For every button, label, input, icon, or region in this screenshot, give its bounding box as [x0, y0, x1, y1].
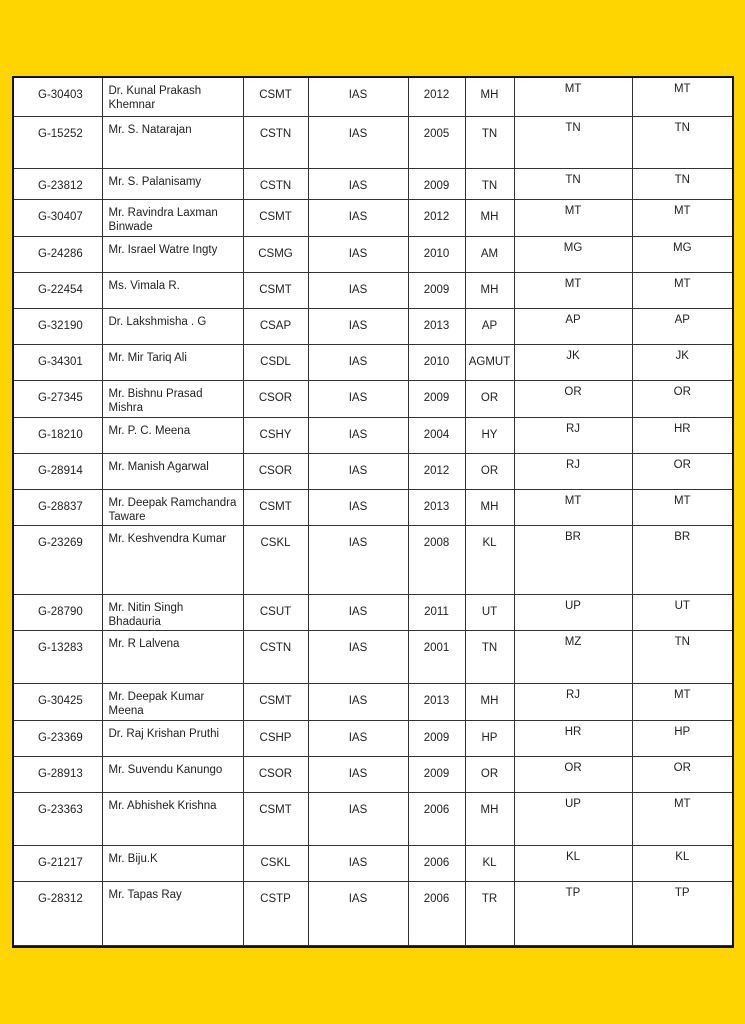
- cell-officer-name: Dr. Raj Krishan Pruthi: [102, 720, 243, 756]
- cell-state: AM: [465, 236, 514, 272]
- cell-code-b: MT: [632, 683, 732, 720]
- cell-cadre-code: CSOR: [243, 380, 308, 417]
- cell-code-b: MT: [632, 78, 732, 116]
- cell-code-a: JK: [514, 344, 632, 380]
- cell-reference-id: G-28913: [14, 756, 102, 792]
- table-row: [14, 525, 732, 594]
- cell-officer-name: Mr. Manish Agarwal: [102, 453, 243, 489]
- cell-cadre-code: CSKL: [243, 845, 308, 881]
- cell-batch-year: 2011: [408, 594, 465, 630]
- cell-state: MH: [465, 78, 514, 116]
- cell-state: MH: [465, 199, 514, 236]
- cell-code-b: TN: [632, 168, 732, 199]
- cell-code-a: TP: [514, 881, 632, 945]
- table-row: [14, 683, 732, 720]
- officers-table: [14, 78, 732, 946]
- table-row: [14, 199, 732, 236]
- table-row: [14, 380, 732, 417]
- cell-service: IAS: [308, 845, 408, 881]
- table-row: [14, 236, 732, 272]
- cell-cadre-code: CSKL: [243, 525, 308, 594]
- cell-officer-name: Mr. Bishnu Prasad Mishra: [102, 380, 243, 417]
- cell-reference-id: G-21217: [14, 845, 102, 881]
- table-row: [14, 792, 732, 845]
- cell-reference-id: G-28312: [14, 881, 102, 945]
- cell-service: IAS: [308, 168, 408, 199]
- cell-service: IAS: [308, 116, 408, 168]
- cell-code-a: AP: [514, 308, 632, 344]
- cell-batch-year: 2010: [408, 344, 465, 380]
- cell-state: OR: [465, 380, 514, 417]
- cell-code-a: RJ: [514, 683, 632, 720]
- cell-batch-year: 2006: [408, 845, 465, 881]
- cell-batch-year: 2006: [408, 792, 465, 845]
- cell-reference-id: G-23269: [14, 525, 102, 594]
- table-row: [14, 417, 732, 453]
- table-row: [14, 720, 732, 756]
- cell-code-b: AP: [632, 308, 732, 344]
- cell-code-b: BR: [632, 525, 732, 594]
- cell-state: AGMUT: [465, 344, 514, 380]
- cell-service: IAS: [308, 683, 408, 720]
- cell-state: MH: [465, 489, 514, 525]
- cell-batch-year: 2013: [408, 308, 465, 344]
- cell-reference-id: G-23812: [14, 168, 102, 199]
- cell-code-b: MT: [632, 272, 732, 308]
- cell-officer-name: Dr. Lakshmisha . G: [102, 308, 243, 344]
- cell-officer-name: Mr. Abhishek Krishna: [102, 792, 243, 845]
- cell-state: TN: [465, 168, 514, 199]
- cell-service: IAS: [308, 756, 408, 792]
- table-row: [14, 344, 732, 380]
- cell-cadre-code: CSHP: [243, 720, 308, 756]
- cell-code-b: MG: [632, 236, 732, 272]
- cell-service: IAS: [308, 344, 408, 380]
- cell-batch-year: 2012: [408, 199, 465, 236]
- cell-service: IAS: [308, 489, 408, 525]
- cell-code-a: OR: [514, 756, 632, 792]
- cell-cadre-code: CSMT: [243, 199, 308, 236]
- cell-service: IAS: [308, 199, 408, 236]
- cell-cadre-code: CSHY: [243, 417, 308, 453]
- table-row: [14, 78, 732, 116]
- cell-reference-id: G-22454: [14, 272, 102, 308]
- cell-batch-year: 2004: [408, 417, 465, 453]
- cell-reference-id: G-30425: [14, 683, 102, 720]
- cell-state: HY: [465, 417, 514, 453]
- table-body: [14, 78, 732, 945]
- cell-service: IAS: [308, 308, 408, 344]
- cell-state: TN: [465, 116, 514, 168]
- cell-code-a: MT: [514, 78, 632, 116]
- cell-code-a: HR: [514, 720, 632, 756]
- cell-batch-year: 2009: [408, 168, 465, 199]
- cell-code-a: MT: [514, 272, 632, 308]
- cell-state: UT: [465, 594, 514, 630]
- cell-batch-year: 2010: [408, 236, 465, 272]
- cell-state: KL: [465, 525, 514, 594]
- cell-reference-id: G-27345: [14, 380, 102, 417]
- cell-officer-name: Mr. Tapas Ray: [102, 881, 243, 945]
- cell-cadre-code: CSMT: [243, 78, 308, 116]
- cell-code-a: OR: [514, 380, 632, 417]
- cell-cadre-code: CSMT: [243, 792, 308, 845]
- cell-state: AP: [465, 308, 514, 344]
- cell-service: IAS: [308, 236, 408, 272]
- cell-code-b: KL: [632, 845, 732, 881]
- cell-officer-name: Ms. Vimala R.: [102, 272, 243, 308]
- cell-reference-id: G-28837: [14, 489, 102, 525]
- cell-officer-name: Mr. P. C. Meena: [102, 417, 243, 453]
- cell-reference-id: G-18210: [14, 417, 102, 453]
- cell-service: IAS: [308, 417, 408, 453]
- cell-code-a: MZ: [514, 630, 632, 683]
- cell-officer-name: Mr. Nitin Singh Bhadauria: [102, 594, 243, 630]
- cell-cadre-code: CSAP: [243, 308, 308, 344]
- table-row: [14, 116, 732, 168]
- table-row: [14, 845, 732, 881]
- cell-state: HP: [465, 720, 514, 756]
- cell-code-b: MT: [632, 199, 732, 236]
- cell-batch-year: 2012: [408, 78, 465, 116]
- cell-batch-year: 2009: [408, 720, 465, 756]
- table-row: [14, 308, 732, 344]
- cell-reference-id: G-23363: [14, 792, 102, 845]
- cell-batch-year: 2006: [408, 881, 465, 945]
- cell-code-a: UP: [514, 792, 632, 845]
- document-sheet: [12, 76, 734, 948]
- cell-officer-name: Mr. S. Palanisamy: [102, 168, 243, 199]
- cell-state: MH: [465, 683, 514, 720]
- cell-cadre-code: CSMT: [243, 683, 308, 720]
- table-row: [14, 630, 732, 683]
- cell-code-b: JK: [632, 344, 732, 380]
- cell-batch-year: 2013: [408, 683, 465, 720]
- cell-officer-name: Dr. Kunal Prakash Khemnar: [102, 78, 243, 116]
- cell-service: IAS: [308, 720, 408, 756]
- cell-officer-name: Mr. Suvendu Kanungo: [102, 756, 243, 792]
- cell-reference-id: G-15252: [14, 116, 102, 168]
- cell-batch-year: 2009: [408, 756, 465, 792]
- cell-officer-name: Mr. R Lalvena: [102, 630, 243, 683]
- cell-code-a: UP: [514, 594, 632, 630]
- cell-reference-id: G-24286: [14, 236, 102, 272]
- cell-state: OR: [465, 453, 514, 489]
- cell-code-b: OR: [632, 756, 732, 792]
- cell-code-b: MT: [632, 792, 732, 845]
- cell-reference-id: G-28790: [14, 594, 102, 630]
- cell-officer-name: Mr. Ravindra Laxman Binwade: [102, 199, 243, 236]
- cell-code-b: MT: [632, 489, 732, 525]
- cell-cadre-code: CSMT: [243, 272, 308, 308]
- cell-officer-name: Mr. Mir Tariq Ali: [102, 344, 243, 380]
- cell-batch-year: 2012: [408, 453, 465, 489]
- cell-state: MH: [465, 272, 514, 308]
- cell-code-b: HP: [632, 720, 732, 756]
- table-row: [14, 594, 732, 630]
- cell-code-b: UT: [632, 594, 732, 630]
- cell-code-a: RJ: [514, 417, 632, 453]
- cell-officer-name: Mr. Keshvendra Kumar: [102, 525, 243, 594]
- cell-code-a: MT: [514, 489, 632, 525]
- cell-reference-id: G-34301: [14, 344, 102, 380]
- cell-reference-id: G-32190: [14, 308, 102, 344]
- cell-code-b: TN: [632, 116, 732, 168]
- cell-code-a: TN: [514, 116, 632, 168]
- cell-reference-id: G-28914: [14, 453, 102, 489]
- table-row: [14, 272, 732, 308]
- cell-batch-year: 2008: [408, 525, 465, 594]
- cell-service: IAS: [308, 78, 408, 116]
- cell-state: MH: [465, 792, 514, 845]
- cell-cadre-code: CSDL: [243, 344, 308, 380]
- cell-cadre-code: CSUT: [243, 594, 308, 630]
- cell-cadre-code: CSTN: [243, 116, 308, 168]
- cell-code-b: TN: [632, 630, 732, 683]
- cell-service: IAS: [308, 525, 408, 594]
- cell-officer-name: Mr. Israel Watre Ingty: [102, 236, 243, 272]
- cell-reference-id: G-30407: [14, 199, 102, 236]
- cell-service: IAS: [308, 594, 408, 630]
- cell-cadre-code: CSOR: [243, 453, 308, 489]
- cell-code-b: HR: [632, 417, 732, 453]
- table-row: [14, 453, 732, 489]
- cell-code-a: MT: [514, 199, 632, 236]
- cell-code-a: KL: [514, 845, 632, 881]
- cell-code-a: RJ: [514, 453, 632, 489]
- cell-state: KL: [465, 845, 514, 881]
- cell-service: IAS: [308, 453, 408, 489]
- cell-code-b: TP: [632, 881, 732, 945]
- cell-service: IAS: [308, 630, 408, 683]
- cell-officer-name: Mr. Biju.K: [102, 845, 243, 881]
- cell-batch-year: 2005: [408, 116, 465, 168]
- cell-code-b: OR: [632, 380, 732, 417]
- cell-cadre-code: CSMG: [243, 236, 308, 272]
- cell-cadre-code: CSTP: [243, 881, 308, 945]
- cell-state: TN: [465, 630, 514, 683]
- cell-cadre-code: CSTN: [243, 630, 308, 683]
- cell-batch-year: 2009: [408, 380, 465, 417]
- cell-code-b: OR: [632, 453, 732, 489]
- cell-state: TR: [465, 881, 514, 945]
- table-row: [14, 489, 732, 525]
- cell-officer-name: Mr. Deepak Ramchandra Taware: [102, 489, 243, 525]
- cell-service: IAS: [308, 792, 408, 845]
- cell-service: IAS: [308, 881, 408, 945]
- cell-code-a: TN: [514, 168, 632, 199]
- cell-batch-year: 2009: [408, 272, 465, 308]
- cell-code-a: MG: [514, 236, 632, 272]
- cell-batch-year: 2001: [408, 630, 465, 683]
- cell-code-a: BR: [514, 525, 632, 594]
- cell-reference-id: G-23369: [14, 720, 102, 756]
- cell-service: IAS: [308, 380, 408, 417]
- cell-cadre-code: CSMT: [243, 489, 308, 525]
- cell-cadre-code: CSOR: [243, 756, 308, 792]
- cell-reference-id: G-30403: [14, 78, 102, 116]
- cell-service: IAS: [308, 272, 408, 308]
- cell-reference-id: G-13283: [14, 630, 102, 683]
- cell-officer-name: Mr. S. Natarajan: [102, 116, 243, 168]
- table-row: [14, 168, 732, 199]
- cell-cadre-code: CSTN: [243, 168, 308, 199]
- cell-state: OR: [465, 756, 514, 792]
- table-row: [14, 756, 732, 792]
- cell-batch-year: 2013: [408, 489, 465, 525]
- table-row: [14, 881, 732, 945]
- cell-officer-name: Mr. Deepak Kumar Meena: [102, 683, 243, 720]
